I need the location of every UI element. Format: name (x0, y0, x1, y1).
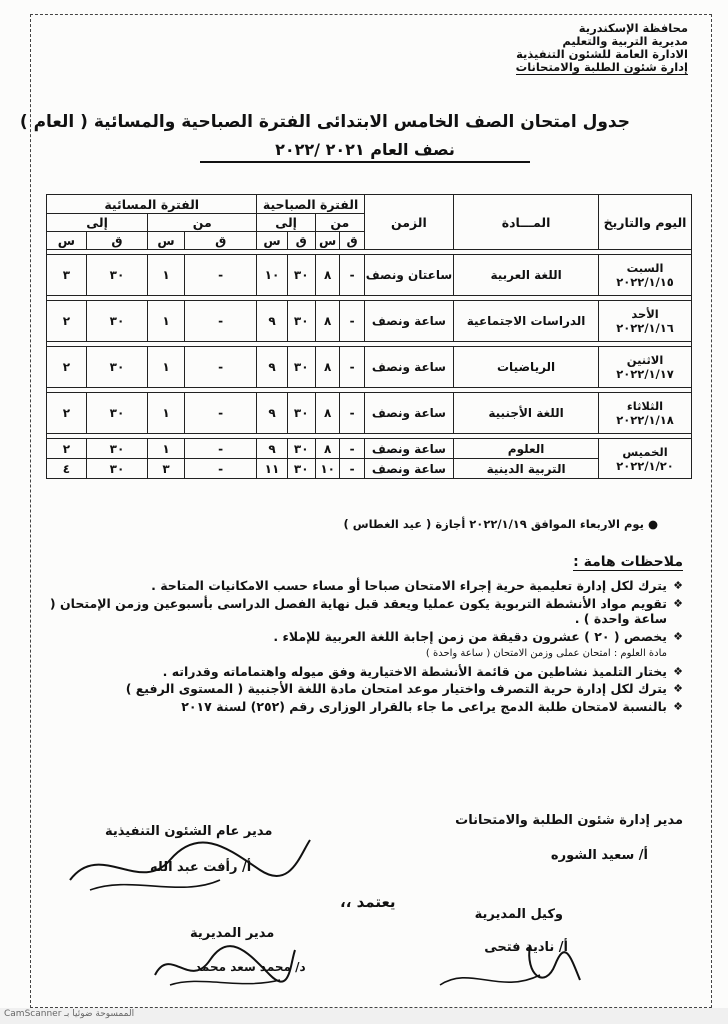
evening-to-q: ٣٠ (86, 255, 147, 296)
header-day-date: اليوم والتاريخ (599, 195, 692, 250)
students-manager-name: أ/ سعيد الشوره (550, 848, 648, 863)
director-name: د/ محمد سعد محمد (195, 960, 306, 974)
day-name: الأحد (631, 307, 659, 321)
header-evening: الفترة المسائية (47, 195, 257, 214)
header-duration: الزمن (364, 195, 453, 250)
evening-to-s: ٢ (47, 393, 87, 434)
bullet-icon: ● (643, 517, 658, 531)
subject-cell: التربية الدينية (454, 459, 599, 479)
diamond-bullet-icon: ❖ (673, 629, 683, 643)
header-s: س (257, 232, 287, 250)
header-row-1 (47, 195, 692, 214)
day-name: السبت (626, 261, 664, 275)
org-line-directorate: مديرية التربية والتعليم (562, 34, 688, 48)
evening-from-s: ١ (148, 255, 185, 296)
day-date-cell (599, 347, 692, 388)
note-text: يخصص ( ٢٠ ) عشرون دقيقة من زمن إجابة اللغة العربية للإملاء . (273, 628, 667, 644)
header-s: س (315, 232, 340, 250)
evening-from-s: ١ (148, 393, 185, 434)
header-s: س (47, 232, 87, 250)
list-item (43, 578, 683, 594)
day-date-cell (599, 301, 692, 342)
header-morning-to: إلى (257, 214, 316, 232)
morning-to-s: ٩ (257, 393, 287, 434)
day-name: الاثنين (626, 353, 664, 367)
table-row (47, 255, 692, 296)
evening-to-q: ٣٠ (86, 347, 147, 388)
header-q: ق (340, 232, 364, 250)
morning-to-q: ٣٠ (287, 301, 315, 342)
holiday-note (343, 517, 658, 531)
table-row (47, 301, 692, 342)
morning-from-s: ٨ (315, 301, 340, 342)
date: ٢٠٢٢/١/١٥ (616, 275, 674, 289)
morning-to-q: ٣٠ (287, 393, 315, 434)
exec-manager-signature (60, 820, 320, 900)
notes-title: ملاحظات هامة : (573, 554, 683, 570)
diamond-bullet-icon: ❖ (673, 699, 683, 713)
morning-to-s: ٩ (257, 439, 287, 459)
duration-cell: ساعة ونصف (364, 459, 453, 479)
note-text: يترك لكل إدارة حرية التصرف واختيار موعد امتحان مادة اللغة الأجنبية ( المستوى الرفيع ) (125, 681, 667, 696)
morning-from-q: - (340, 301, 364, 342)
header-q: ق (86, 232, 147, 250)
morning-from-q: - (340, 393, 364, 434)
duration-cell: ساعتان ونصف (364, 255, 453, 296)
evening-to-q: ٣٠ (86, 393, 147, 434)
evening-from-q: - (184, 347, 256, 388)
page-title: جدول امتحان الصف الخامس الابتدائى الفترة الصباحية والمسائية ( العام ) (19, 112, 630, 132)
morning-to-q: ٣٠ (287, 439, 315, 459)
page-subtitle: نصف العام ٢٠٢١ /٢٠٢٢ (200, 140, 530, 163)
duration-cell: ساعة ونصف (364, 347, 453, 388)
date: ٢٠٢٢/١/١٦ (616, 321, 674, 335)
students-manager-title: مدير إدارة شئون الطلبة والامتحانات (455, 813, 683, 828)
subject-cell: اللغة العربية (454, 255, 599, 296)
day-date-cell (599, 439, 692, 479)
subject-cell: اللغة الأجنبية (454, 393, 599, 434)
note-text: يترك لكل إدارة تعليمية حرية إجراء الامتحان صباحا أو مساء حسب الامكانيات المتاحة . (151, 578, 667, 593)
evening-from-q: - (184, 459, 256, 479)
header-q: ق (184, 232, 256, 250)
evening-from-q: - (184, 439, 256, 459)
diamond-bullet-icon: ❖ (673, 682, 683, 695)
morning-from-s: ٨ (315, 255, 340, 296)
subject-cell: الدراسات الاجتماعية (454, 301, 599, 342)
duration-cell: ساعة ونصف (364, 439, 453, 459)
header-morning-from: من (315, 214, 364, 232)
notes-list (43, 578, 683, 716)
morning-to-q: ٣٠ (287, 255, 315, 296)
evening-to-s: ٢ (47, 347, 87, 388)
morning-to-s: ١١ (257, 459, 287, 479)
evening-from-s: ١ (148, 347, 185, 388)
subject-cell: العلوم (454, 439, 599, 459)
list-item (43, 596, 683, 627)
holiday-note-text: يوم الاربعاء الموافق ٢٠٢٢/١/١٩ أجازة ( عيد الغطاس ) (343, 517, 644, 531)
morning-from-s: ٨ (315, 393, 340, 434)
subject-cell: الرياضيات (454, 347, 599, 388)
director-title: مدير المديرية (190, 926, 275, 941)
day-name: الثلاثاء (626, 399, 664, 413)
morning-from-q: - (340, 347, 364, 388)
table-row (47, 459, 692, 479)
header-organization (516, 22, 688, 75)
evening-to-s: ٢ (47, 301, 87, 342)
morning-to-s: ١٠ (257, 255, 287, 296)
evening-from-q: - (184, 255, 256, 296)
note-text: يختار التلميذ نشاطين من قائمة الأنشطة الاختيارية وفق ميوله واهتماماته وقدراته . (162, 663, 667, 679)
list-item (43, 681, 683, 697)
header-q: ق (287, 232, 315, 250)
date: ٢٠٢٢/١/١٧ (616, 367, 674, 381)
evening-from-s: ١ (148, 439, 185, 459)
evening-to-s: ٤ (47, 459, 87, 479)
header-evening-from: من (148, 214, 257, 232)
deputy-title: وكيل المديرية (474, 907, 563, 922)
morning-from-s: ١٠ (315, 459, 340, 479)
exec-manager-name: أ/ رأفت عبد الله (150, 860, 252, 875)
evening-to-q: ٣٠ (86, 459, 147, 479)
evening-to-s: ٣ (47, 255, 87, 296)
approval-label: يعتمد ،، (340, 893, 396, 911)
header-morning: الفترة الصباحية (257, 195, 364, 214)
list-item (43, 699, 683, 715)
list-item (43, 629, 683, 645)
evening-from-q: - (184, 393, 256, 434)
evening-from-s: ١ (148, 301, 185, 342)
morning-to-q: ٣٠ (287, 347, 315, 388)
deputy-signature (430, 935, 590, 1000)
morning-from-s: ٨ (315, 347, 340, 388)
note-text: بالنسبة لامتحان طلبة الدمج يراعى ما جاء بالقرار الوزارى رقم (٢٥٢) لسنة ٢٠١٧ (181, 698, 667, 714)
org-line-department: إدارة شئون الطلبة والامتحانات (515, 60, 688, 74)
exam-schedule-table (46, 194, 692, 479)
diamond-bullet-icon: ❖ (673, 664, 683, 678)
day-name: الخميس (622, 444, 668, 459)
date: ٢٠٢٢/١/٢٠ (616, 458, 674, 473)
exec-manager-title: مدير عام الشئون التنفيذية (105, 824, 273, 839)
header-subject: المـــادة (454, 195, 599, 250)
evening-from-q: - (184, 301, 256, 342)
deputy-name: أ/ نادية فتحى (484, 940, 568, 955)
note-subtext: مادة العلوم : امتحان عملى وزمن الامتحان ( ساعة واحدة ) (425, 648, 667, 659)
org-line-governorate: محافظة الإسكندرية (578, 21, 688, 35)
table-row (47, 393, 692, 434)
morning-to-s: ٩ (257, 347, 287, 388)
date: ٢٠٢٢/١/١٨ (616, 413, 674, 427)
evening-from-s: ٣ (148, 459, 185, 479)
header-evening-to: إلى (47, 214, 148, 232)
diamond-bullet-icon: ❖ (673, 596, 683, 610)
day-date-cell (599, 393, 692, 434)
table-row (47, 439, 692, 459)
morning-from-s: ٨ (315, 439, 340, 459)
morning-from-q: - (340, 439, 364, 459)
note-text: تقويم مواد الأنشطة التربوية يكون عمليا ويعقد قبل نهاية الفصل الدراسى بأسبوعين وزمن الإمتحان ( ساعة واحدة ) . (49, 595, 667, 626)
evening-to-q: ٣٠ (86, 439, 147, 459)
diamond-bullet-icon: ❖ (673, 579, 683, 592)
header-s: س (148, 232, 185, 250)
list-item (43, 664, 683, 680)
org-line-administration: الادارة العامة للشئون التنفيذية (516, 47, 688, 61)
morning-from-q: - (340, 459, 364, 479)
director-signature (150, 935, 300, 995)
evening-to-q: ٣٠ (86, 301, 147, 342)
duration-cell: ساعة ونصف (364, 301, 453, 342)
evening-to-s: ٢ (47, 439, 87, 459)
day-date-cell (599, 255, 692, 296)
scanner-watermark: CamScanner الممسوحة ضوئيا بـ (4, 1009, 135, 1019)
morning-to-s: ٩ (257, 301, 287, 342)
morning-from-q: - (340, 255, 364, 296)
morning-to-q: ٣٠ (287, 459, 315, 479)
duration-cell: ساعة ونصف (364, 393, 453, 434)
table-row (47, 347, 692, 388)
scanner-watermark-bar (0, 1008, 728, 1024)
